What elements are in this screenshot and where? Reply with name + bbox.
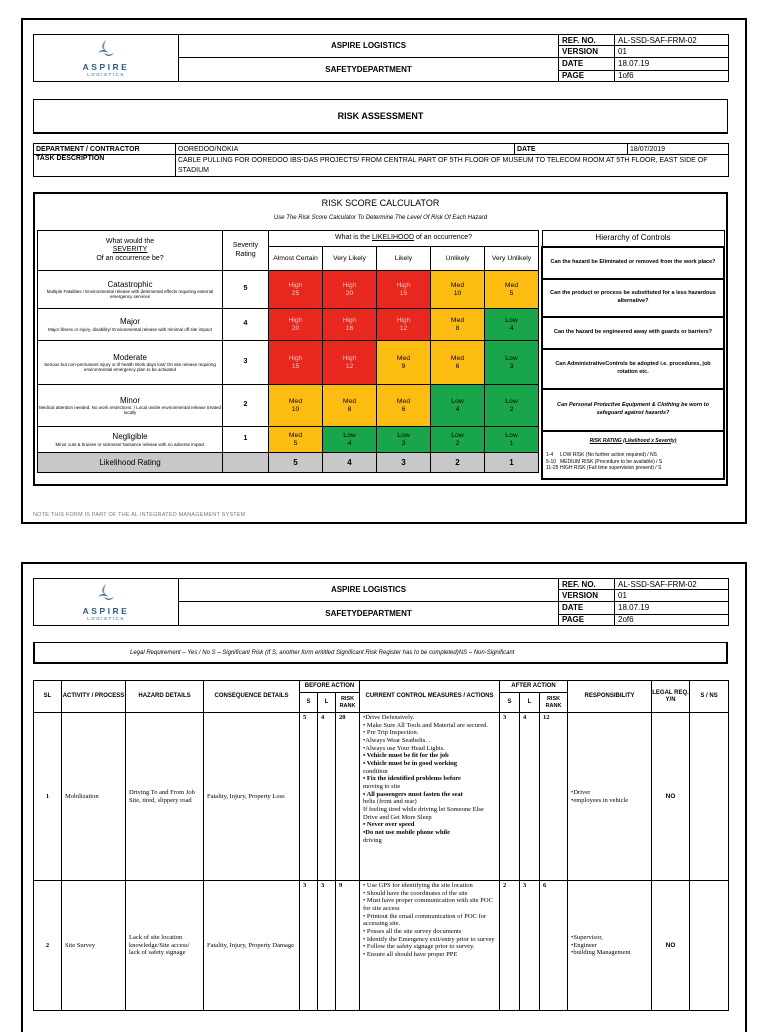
severity-description [38,427,223,453]
col-responsibility: RESPONSIBILITY [568,681,652,713]
risk-level: Med [450,281,465,289]
legal-requirement-legend: Legal Requirement – Yes / No S – Significant Risk (If S, another form entitled Significant Risk Register has to be completed)NS – Non-Significant [33,642,728,664]
row-hazard: Lack of site location knowledge/Site access/ lack of safety signage [126,881,204,1011]
risk-cell [431,271,485,309]
table-row [34,713,729,881]
calculator-subtitle: Use The Risk Score Calculator To Determine The Level Of Risk Of Each Hazard [273,215,488,221]
risk-score: 8 [455,324,460,332]
severity-title: Major [119,317,140,327]
col-after-s: S [500,693,520,713]
responsible-party: •building Management [571,949,631,957]
risk-cell [323,309,377,341]
control-measure: • Make Sure All Tools and Material are secured. [363,721,488,729]
severity-question [38,231,223,271]
row-consequence: Fatality, Injury, Property Loss [204,713,300,881]
risk-score: 5 [509,289,514,297]
likelihood-rating-value: 4 [323,453,377,473]
risk-range: 1-4 [546,452,554,458]
logo-subtitle: LOGISTICS [87,72,125,77]
page2-header [33,578,729,626]
risk-cell [485,341,539,385]
risk-cell [269,271,323,309]
control-measure: • Pre Trip Inspection. [363,729,419,737]
severity-q2: SEVERITY [112,246,148,254]
control-measure: •Drive Defensively. [363,714,415,721]
col-before-l: L [318,693,336,713]
row-sl: 2 [34,881,62,1011]
department-table [33,143,729,177]
severity-rating: 2 [223,385,269,427]
responsible-party: •Driver [571,788,591,796]
row-after-l: 3 [520,881,540,1011]
severity-row [38,427,539,453]
row-activity: Site Survey [62,881,126,1011]
likelihood-col-header: Unlikely [431,247,485,271]
company-title: ASPIRE LOGISTICS [179,35,559,58]
control-measure: • Ensure all should have proper PPE [363,950,458,958]
logo-name: ASPIRE [82,62,130,72]
logo-icon [95,583,117,605]
risk-level: Low [451,431,464,439]
control-measure: • Printout the email communication of POC for accessing site. [363,912,487,928]
likelihood-rating-value: 2 [431,453,485,473]
risk-level: Low [505,316,518,324]
row-sns [690,713,729,881]
col-hazard: HAZARD DETAILS [126,681,204,713]
row-responsibility [568,713,652,881]
control-measure: • Identify the Emergency exit/entry prior to survey [363,935,495,943]
col-before-s: S [300,693,318,713]
hierarchy-eliminate: Can the hazard be Eliminated or removed from the work place? [542,247,724,279]
hierarchy-engineer: Can the hazard be engineered away with guards or barriers? [542,317,724,349]
meta-value: 01 [615,590,729,601]
likelihood-rating-value: 3 [377,453,431,473]
risk-range: 11-25 [546,465,559,471]
likelihood-rating-row [38,453,539,473]
risk-cell [431,309,485,341]
logo-name: ASPIRE [82,606,130,616]
risk-score: 3 [401,439,406,447]
control-measure: •Do not use mobile phone while [363,828,450,836]
risk-score: 4 [509,324,514,332]
risk-level: High [288,354,303,362]
meta-value: 01 [615,46,729,57]
risk-level: Low [451,397,464,405]
risk-register-table [33,680,729,1011]
meta-label: DATE [559,601,615,614]
severity-q1: What would the [105,238,155,246]
risk-cell [269,341,323,385]
logo-subtitle: LOGISTICS [87,616,125,621]
risk-score: 20 [345,289,354,297]
risk-score: 12 [345,362,354,370]
col-after-l: L [520,693,540,713]
meta-label: VERSION [559,590,615,601]
col-after-action: AFTER ACTION [500,681,568,693]
hierarchy-administrative: Can AdministrativeControls be adopted i.e. procedures, job rotation etc. [542,349,724,389]
risk-score: 2 [509,405,514,413]
row-controls [360,713,500,881]
risk-rating-title: RISK RATING (Likelihood x Severity) [589,437,677,444]
risk-level: Low [343,431,356,439]
meta-value: 1of6 [615,70,729,82]
risk-assessment-heading: RISK ASSESSMENT [33,99,728,134]
risk-cell [431,427,485,453]
meta-label: REF. NO. [559,35,615,46]
severity-description [38,271,223,309]
risk-cell [377,427,431,453]
likelihood-col-header: Likely [377,247,431,271]
row-controls [360,881,500,1011]
control-measure: moving to site [363,782,401,790]
risk-cell [323,427,377,453]
logo-cell [34,579,179,626]
severity-detail: Serious but non-permanent injury or ill health Work days lost/ On site release requiring environmental emergency plan to be activated [44,361,216,373]
task-value: CABLE PULLING FOR OOREDOO IBS-DAS PROJECTS/ FROM CENTRAL PART OF 5TH FLOOR OF MUSEUM TO TELECOM ROOM AT 5TH FLOOR, EAST SIDE OF STADIUM [176,155,729,177]
control-measure: • Follow the safety signage prior to survey. [363,943,475,951]
risk-cell [377,341,431,385]
control-measure: • Should have the coordinates of the site [363,889,468,897]
department-title: SAFETYDEPARTMENT [179,57,559,81]
severity-description [38,385,223,427]
risk-cell [377,309,431,341]
risk-score: 9 [401,362,406,370]
row-sl: 1 [34,713,62,881]
risk-range-desc: MEDIUM RISK (Procedure to be available) / S [560,458,663,465]
risk-cell [269,385,323,427]
control-measure: • Fix the identified problems before [363,775,461,783]
severity-rating-head: Severity Rating [223,231,269,271]
control-measure: belts (front and rear) [363,798,417,806]
meta-label: DATE [559,57,615,70]
severity-title: Minor [119,395,140,405]
risk-level: High [396,316,411,324]
row-before-rank: 20 [336,713,360,881]
row-after-s: 3 [500,713,520,881]
severity-rating: 1 [223,427,269,453]
col-sns: S / NS [690,681,729,713]
company-logo [37,36,175,80]
risk-score: 4 [347,439,352,447]
control-measure: • Posses all the site survey documents [363,927,462,935]
risk-level: Med [396,354,411,362]
severity-rating: 4 [223,309,269,341]
meta-value: 18.07.19 [615,57,729,70]
likelihood-col-header: Almost Certain [269,247,323,271]
risk-cell [323,271,377,309]
col-consequence: CONSEQUENCE DETAILS [204,681,300,713]
company-title: ASPIRE LOGISTICS [179,579,559,602]
meta-value: AL-SSD-SAF-FRM-02 [615,579,729,590]
risk-score: 25 [291,289,300,297]
risk-score: 20 [291,324,300,332]
footer-note: NOTE:THIS FORM IS PART OF THE AL INTEGRATED MANAGEMENT SYSTEM [33,512,246,518]
hierarchy-ppe: Can Personal Protective Equipment & Clothing be worn to safeguard against hazards? [542,389,724,431]
responsible-party: •Engineer [571,941,597,949]
risk-level: High [342,316,357,324]
control-measure: driving [363,836,382,844]
severity-title: Negligible [112,432,148,442]
risk-level: High [342,281,357,289]
risk-cell [485,271,539,309]
risk-score: 5 [293,439,298,447]
dept-value: OOREDOO/NOKIA [176,144,515,155]
risk-score: 10 [291,405,300,413]
severity-detail: Multiple Fatalities / Environmental release with detrimental effects requiring external emergency services [46,288,214,300]
severity-title: Moderate [113,352,147,362]
severity-detail: Medical attention needed. No work restrictions. / Local onsite environmental release treated locally [38,404,222,416]
row-before-l: 4 [318,713,336,881]
col-activity: ACTIVITY / PROCESS [62,681,126,713]
risk-score: 6 [401,405,406,413]
col-sl: SL [34,681,62,713]
col-after-rank: RISK RANK [540,693,568,713]
severity-detail: Minor cuts & bruises or sickness/ Nuisance release with no adverse impact [55,441,205,447]
table-row [34,881,729,1011]
control-measure: • Never over speed [363,821,415,829]
likelihood-col-header: Very Likely [323,247,377,271]
severity-title: Catastrophic [107,279,153,289]
likelihood-q-pre: What is the [335,234,372,242]
risk-score: 12 [399,324,408,332]
risk-range: 5-10 [546,458,557,465]
risk-level: Low [397,431,410,439]
risk-register-body [34,713,729,1011]
department-title: SAFETYDEPARTMENT [179,601,559,625]
risk-cell [431,385,485,427]
col-before-rank: RISK RANK [336,693,360,713]
risk-cell [377,271,431,309]
responsible-party: •employees in vehicle [571,796,629,804]
severity-rating: 5 [223,271,269,309]
risk-level: Med [396,397,411,405]
control-measure: condition [363,767,388,775]
risk-score: 8 [347,405,352,413]
risk-matrix [37,230,539,473]
risk-level: Med [288,397,303,405]
risk-level: High [288,316,303,324]
risk-level: Med [450,316,465,324]
control-measure: • Vehicle must be in good working [363,759,458,767]
risk-range-desc: HIGH RISK (Full time supervision present) / S [560,465,662,471]
control-measure: •Always Wear Seatbelts. . [363,736,431,744]
risk-score: 1 [509,439,514,447]
row-after-s: 2 [500,881,520,1011]
calculator-title: RISK SCORE CALCULATOR [321,198,440,208]
severity-description [38,309,223,341]
dept-label: DEPARTMENT / CONTRACTOR [34,144,176,155]
severity-detail: Major illness or injury, disability/ Environmental release with minimal off site impact [48,326,212,332]
document-page-2 [21,562,747,1032]
control-measure: •Always use Your Head Lights. [363,744,445,752]
risk-score: 6 [455,362,460,370]
risk-rating-list [546,452,720,472]
meta-label: PAGE [559,70,615,82]
risk-level: Low [505,354,518,362]
row-after-l: 4 [520,713,540,881]
document-page-1 [21,18,747,524]
col-legal: LEGAL REQ. Y/N [652,681,690,713]
risk-cell [323,341,377,385]
task-label: TASK DESCRIPTION [34,155,176,177]
risk-range-desc: LOW RISK (No further action required) / NS [560,452,657,458]
row-before-l: 3 [318,881,336,1011]
risk-level: Med [504,281,519,289]
logo-cell [34,35,179,82]
likelihood-rating-value: 5 [269,453,323,473]
severity-row [38,271,539,309]
meta-label: REF. NO. [559,579,615,590]
control-measure: • Use GPS for identifying the site location [363,882,473,889]
likelihood-rating-label: Likelihood Rating [38,453,223,473]
responsible-party: •Supervisor, [571,934,603,942]
risk-level: Med [450,354,465,362]
risk-score: 2 [455,439,460,447]
control-measure: • Must have proper communication with site POC for site access [363,897,493,912]
severity-description [38,341,223,385]
risk-level: Med [288,431,303,439]
risk-cell [431,341,485,385]
risk-level: Med [342,397,357,405]
control-measure: • All passengers must fasten the seat [363,790,463,798]
risk-level: High [342,354,357,362]
logo-icon [95,39,117,61]
risk-score-calculator [33,192,728,486]
meta-value: AL-SSD-SAF-FRM-02 [615,35,729,46]
severity-q3: Of an occurrence be? [96,254,164,262]
hierarchy-of-controls [541,230,725,480]
row-after-rank: 6 [540,881,568,1011]
risk-cell [485,309,539,341]
risk-score: 3 [509,362,514,370]
risk-level: Low [505,397,518,405]
likelihood-question [269,231,539,247]
risk-rating-item [546,465,720,472]
risk-score: 10 [453,289,462,297]
risk-cell [485,427,539,453]
risk-cell [485,385,539,427]
risk-level: Low [505,431,518,439]
risk-cell [323,385,377,427]
risk-cell [269,427,323,453]
page1-header [33,34,729,82]
row-activity: Mobilization [62,713,126,881]
row-before-rank: 9 [336,881,360,1011]
control-measure: • Vehicle must be fit for the job [363,752,449,760]
meta-label: VERSION [559,46,615,57]
row-legal: NO [652,713,690,881]
risk-level: High [396,281,411,289]
row-legal: NO [652,881,690,1011]
severity-row [38,385,539,427]
row-consequence: Fatality, Injury, Property Damage [204,881,300,1011]
row-before-s: 3 [300,881,318,1011]
meta-value: 18.07.19 [615,601,729,614]
risk-score: 4 [455,405,460,413]
likelihood-q-key: LIKELIHOOD [371,234,414,242]
col-before-action: BEFORE ACTION [300,681,360,693]
meta-value: 2of6 [615,614,729,626]
risk-score: 15 [399,289,408,297]
likelihood-q-post: of an occurrence? [414,234,472,242]
date-value: 18/07/2019 [628,144,729,155]
row-after-rank: 12 [540,713,568,881]
severity-row [38,309,539,341]
risk-cell [377,385,431,427]
control-measure: If feeling tired while driving let Someone Else Drive and Get More Sleep [363,805,484,821]
row-before-s: 5 [300,713,318,881]
likelihood-col-header: Very Unlikely [485,247,539,271]
risk-score: 16 [345,324,354,332]
row-responsibility [568,881,652,1011]
date-label: DATE [515,144,628,155]
risk-rating-legend [542,431,724,479]
likelihood-rating-blank [223,453,269,473]
meta-label: PAGE [559,614,615,626]
severity-row [38,341,539,385]
row-hazard: Driving To and From Job Site, tired, slippery road [126,713,204,881]
likelihood-rating-value: 1 [485,453,539,473]
hierarchy-substitute: Can the product or process be substituted for a less hazardous alternative? [542,279,724,317]
company-logo [37,580,175,624]
row-sns [690,881,729,1011]
risk-level: High [288,281,303,289]
severity-rating: 3 [223,341,269,385]
risk-score: 15 [291,362,300,370]
hierarchy-title: Hierarchy of Controls [542,231,724,247]
col-controls: CURRENT CONTROL MEASURES / ACTIONS [360,681,500,713]
risk-cell [269,309,323,341]
